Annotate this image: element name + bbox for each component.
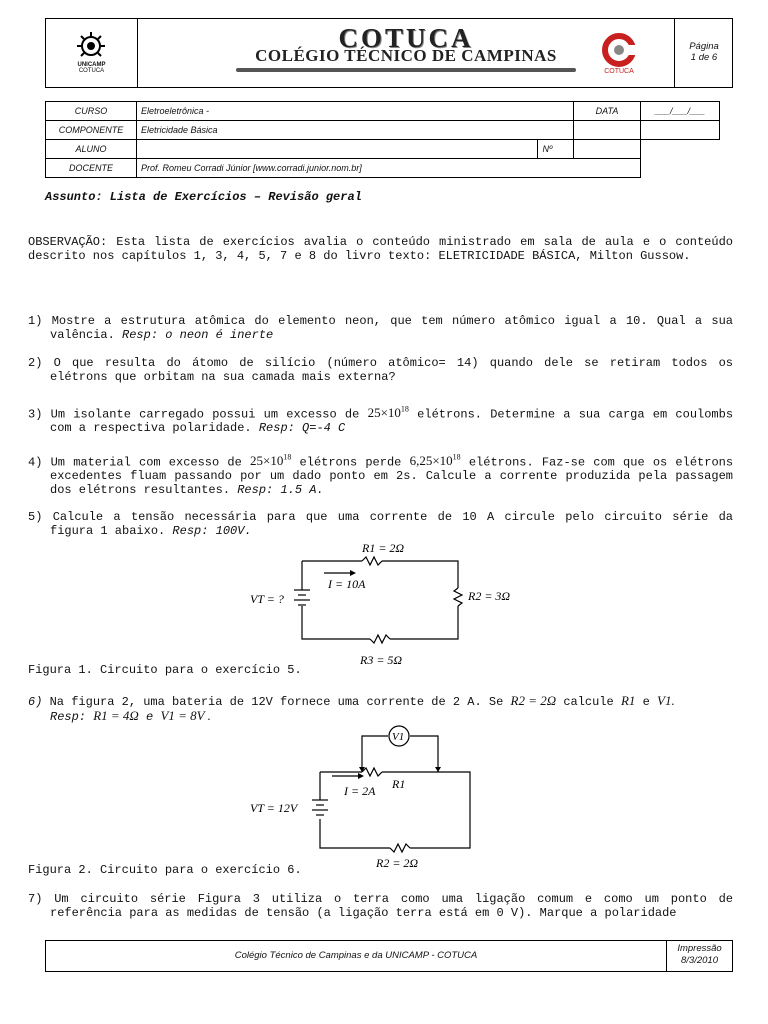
print-label: Impressão	[677, 943, 722, 954]
math-exponent: 18	[452, 453, 461, 462]
question-number: 2)	[28, 356, 43, 370]
cotuca-logo-icon	[602, 33, 636, 67]
math-value: 25×10	[250, 453, 284, 469]
question-number: 4)	[28, 455, 43, 470]
r1-label: R1 = 2Ω	[362, 541, 405, 555]
r2-label: R2 = 3Ω	[468, 589, 511, 603]
r1-label: R1	[392, 777, 406, 791]
figure-2-caption: Figura 2. Circuito para o exercício 6.	[28, 863, 302, 877]
question-text: elétrons. Determine a sua carga em coulombs com a respectiva polaridade.	[50, 407, 734, 436]
observation-paragraph: OBSERVAÇÃO: Esta lista de exercícios avalia o conteúdo ministrado em sala de aula e o conteúdo descrito nos capítulos 1, 3, 4, 5, 7 e 8 do livro texto: ELETRICIDADE BÁSICA, Milton Gussow.	[28, 235, 733, 263]
data-blank-cell-2	[641, 121, 720, 140]
question-7	[28, 892, 733, 920]
math-value: V1.	[657, 693, 675, 708]
data-blank-cell	[574, 121, 641, 140]
question-number: 1)	[28, 314, 43, 328]
assunto-heading: Assunto: Lista de Exercícios – Revisão geral	[45, 190, 362, 204]
vt-label: VT = ?	[250, 592, 284, 606]
logo-left-text: UNICAMP	[77, 62, 106, 68]
docente-value: Prof. Romeu Corradi Júnior [www.corradi.junior.nom.br]	[137, 159, 641, 178]
footer-text: Colégio Técnico de Campinas e da UNICAMP - COTUCA	[46, 941, 667, 971]
answer: Resp: 1.5 A.	[237, 483, 324, 498]
data-label: DATA	[574, 102, 641, 121]
brand-subtitle: COLÉGIO TÉCNICO DE CAMPINAS	[255, 46, 557, 65]
v1-label: V1	[392, 731, 405, 743]
question-5	[28, 510, 733, 538]
math-value: R1	[620, 693, 636, 708]
current-label: I = 2A	[344, 784, 376, 798]
math-exponent: 18	[400, 405, 409, 414]
question-text: Um isolante carregado possui um excesso de	[50, 407, 360, 422]
curso-label: CURSO	[46, 102, 137, 121]
question-text: elétrons. Faz-se com que os elétrons excedentes fluam passando por um dado ponto em 2s. Calcule a corrente produzida pela passagem dos elétrons resultantes.	[50, 455, 734, 498]
answer-label: Resp:	[50, 710, 87, 724]
question-number: 3)	[28, 407, 43, 422]
question-text: e	[642, 695, 650, 709]
answer: V1 = 8V .	[160, 708, 211, 723]
question-3	[28, 403, 733, 435]
question-text: Na figura 2, uma bateria de 12V fornece uma corrente de 2 A. Se	[49, 695, 504, 709]
componente-value: Eletricidade Básica	[137, 121, 574, 140]
docente-label: DOCENTE	[46, 159, 137, 178]
figure-1-caption: Figura 1. Circuito para o exercício 5.	[28, 663, 302, 677]
brand-banner	[138, 19, 674, 87]
answer: R1 = 4Ω	[93, 708, 139, 723]
question-text: elétrons perde	[299, 455, 402, 470]
question-number: 7)	[28, 892, 43, 906]
aluno-label: ALUNO	[46, 140, 137, 159]
numero-label: Nº	[538, 140, 574, 159]
unicamp-logo	[46, 19, 138, 87]
circuit-figure-1	[240, 538, 530, 670]
componente-label: COMPONENTE	[46, 121, 137, 140]
question-6	[28, 694, 733, 724]
math-value: 25×10	[367, 405, 401, 421]
brand-title: COTUCA	[338, 23, 474, 53]
question-text: O que resulta do átomo de silício (número atômico= 14) quando dele se retiram todos os elétrons que orbitam na sua camada mais externa?	[50, 356, 733, 384]
question-number: 5)	[28, 510, 43, 524]
r3-label: R3 = 5Ω	[360, 653, 403, 667]
answer: Resp: o neon é inerte	[122, 328, 274, 342]
math-exponent: 18	[283, 453, 292, 462]
vt-label: VT = 12V	[250, 801, 298, 815]
print-date: 8/3/2010	[681, 955, 718, 966]
logo-left-subtext: COTUCA	[78, 68, 105, 74]
question-4	[28, 451, 733, 497]
page-label: Página	[689, 41, 719, 52]
page-value: 1 de 6	[690, 52, 718, 63]
circuit-figure-2	[240, 722, 480, 872]
question-text: Um material com excesso de	[50, 455, 242, 470]
question-text: Mostre a estrutura atômica do elemento neon, que tem número atômico igual a 10. Qual a sua valência.	[50, 314, 733, 342]
question-1	[28, 314, 733, 342]
answer: Resp: Q=-4 C	[258, 421, 346, 436]
banner-underline	[236, 68, 576, 72]
math-value: R2 = 2Ω	[510, 693, 557, 708]
math-value: 6,25×10	[409, 453, 453, 469]
student-info-table	[45, 101, 720, 178]
document-header	[45, 18, 733, 88]
page-number-box	[674, 19, 733, 87]
numero-field[interactable]	[574, 140, 641, 159]
r2-label: R2 = 2Ω	[376, 856, 419, 870]
aluno-field[interactable]	[137, 140, 538, 159]
curso-value: Eletroeletrônica -	[137, 102, 574, 121]
question-2	[28, 356, 733, 384]
question-number: 6)	[28, 695, 43, 709]
unicamp-emblem-icon	[46, 19, 137, 87]
answer-conjunction: e	[146, 710, 154, 724]
data-value: ___/___/___	[641, 102, 720, 121]
question-text: Calcule a tensão necessária para que uma corrente de 10 A circule pelo circuito série da figura 1 abaixo.	[50, 510, 734, 538]
question-text: Um circuito série Figura 3 utiliza o terra como uma ligação comum e como um ponto de referência para as medidas de tensão (a ligação terra está em 0 V). Marque a polaridade	[50, 892, 734, 920]
logo-right-text: COTUCA	[604, 68, 634, 75]
question-text: calcule	[563, 695, 614, 709]
document-footer	[45, 940, 733, 972]
current-label: I = 10A	[328, 577, 366, 591]
answer: Resp: 100V.	[172, 524, 252, 538]
